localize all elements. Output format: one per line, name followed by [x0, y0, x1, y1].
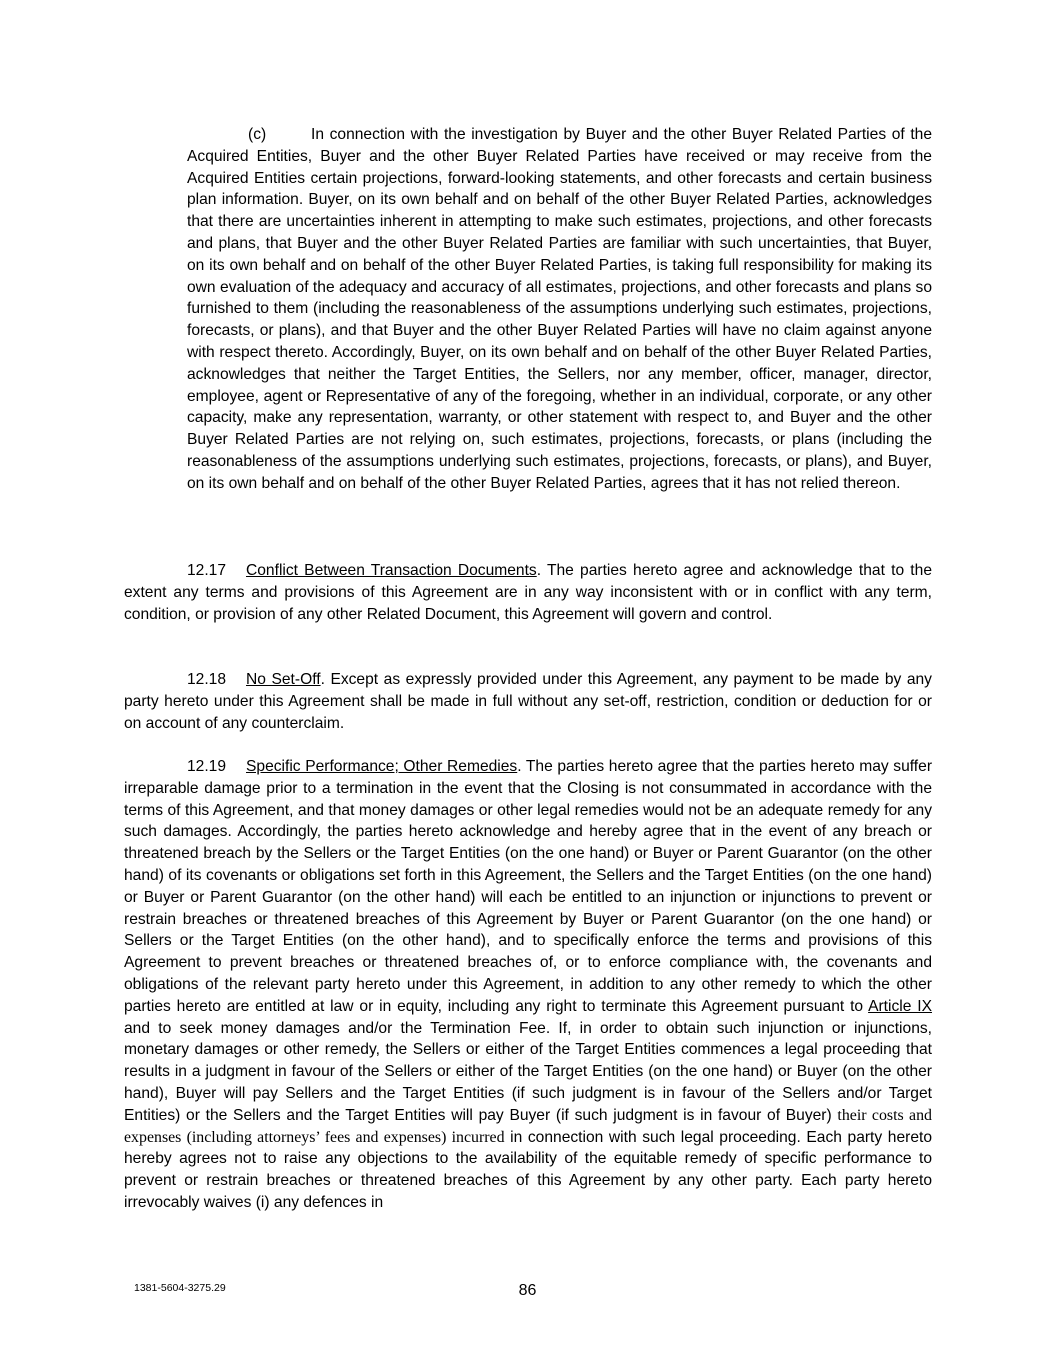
section-12-19-text-part1: . The parties hereto agree that the parties hereto may suffer irreparable damage prior to a termination in the event that the Closing is not consummated in accordance with the terms of this Agreement, and that money damages or other legal remedies would not be an adequate remedy for any such damages. Accordingly, the parties hereto acknowledge and hereby agree that in the event of any breach or threatened breach by the Sellers or the Target Entities (on the one hand) or Buyer or Parent Guarantor (on the other hand) of its covenants or obligations set forth in this Agreement, the Sellers and the Target Entities (on the one hand) or Buyer or Parent Guarantor (on the other hand) will each be entitled to an injunction or injunctions to prevent or restrain breaches or threatened breaches of this Agreement by Buyer or Parent Guarantor (on the one hand) or Sellers or the Target Entities (on the other hand), and to specifically enforce the terms and provisions of this Agreement to prevent breaches or threatened breaches of, or to enforce compliance with, the covenants and obligations of the relevant party hereto under this Agreement, in addition to any other remedy to which the other parties hereto are entitled at law or in equity, including any right to terminate this Agreement pursuant to — [124, 758, 933, 1015]
section-12-19-text-serif: their costs and expenses (including attorneys’ fees and expenses) incurred — [124, 1106, 932, 1146]
footer-document-id: 1381-5604-3275.29 — [134, 1282, 226, 1294]
section-12-18-number: 12.18 — [187, 671, 227, 688]
section-c-text: In connection with the investigation by Buyer and the other Buyer Related Parties of the Acquired Entities, Buyer and the other Buyer Related Parties have received or may receive from the Acquired Entities certain projections, forward-looking statements, and other forecasts and certain business plan information. Buyer, on its own behalf and on behalf of the other Buyer Related Parties, acknowledges that there are uncertainties inherent in attempting to make such estimates, projections, and other forecasts and plans, that Buyer and the other Buyer Related Parties are familiar with such uncertainties, that Buyer, on its own behalf and on behalf of the other Buyer Related Parties, is taking full responsibility for making its own evaluation of the adequacy and accuracy of all estimates, projections, and other forecasts and plans so furnished to them (including the reasonableness of the assumptions underlying such estimates, projections, forecasts, or plans), and that Buyer and the other Buyer Related Parties will have no claim against anyone with respect thereto. Accordingly, Buyer, on its own behalf and on behalf of the other Buyer Related Parties, acknowledges that neither the Target Entities, the Sellers, nor any member, officer, manager, director, employee, agent or Representative of any of the foregoing, whether in an individual, corporate, or any other capacity, make any representation, warranty, or other statement with respect to, and Buyer and the other Buyer Related Parties are not relying on, such estimates, projections, forecasts, or plans (including the reasonableness of the assumptions underlying such estimates, projections, forecasts, or plans), and Buyer, on its own behalf and on behalf of the other Buyer Related Parties, agrees that it has not relied thereon. — [187, 126, 932, 492]
section-12-19-heading: Specific Performance; Other Remedies — [246, 758, 518, 775]
article-ix-cross-reference: Article IX — [868, 997, 932, 1015]
section-12-18-text: . Except as expressly provided under this Agreement, any payment to be made by any party hereto under this Agreement shall be made in full without any set-off, restriction, condition or deduction for or on account of any counterclaim. — [124, 671, 932, 732]
section-12-18-heading: No Set-Off — [246, 671, 321, 688]
section-12-17-heading: Conflict Between Transaction Documents — [246, 562, 537, 579]
section-12-17-text: . The parties hereto agree and acknowledge that to the extent any terms and provisions of this Agreement are in any way inconsistent with or in conflict with any term, condition, or provision of any other Related Document, this Agreement will govern and control. — [124, 562, 932, 623]
section-12-17-number: 12.17 — [187, 562, 227, 579]
page-number: 86 — [518, 1282, 537, 1299]
section-12-19-text-part2: and to seek money damages and/or the Termination Fee. If, in order to obtain such injunction or injunctions, monetary damages or other remedy, the Sellers or either of the Target Entities commences a legal proceeding that results in a judgment in favour of the Sellers or either of the Target Entities (on the one hand) or Buyer (on the other hand), Buyer will pay Sellers and the Target Entities (if such judgment is in favour of the Sellers and/or Target Entities) or the Sellers and the Target Entities will pay Buyer (if such judgment is in favour of Buyer) — [124, 1019, 932, 1124]
section-12-18-paragraph — [124, 669, 932, 734]
section-12-17-paragraph — [124, 560, 932, 625]
section-c-label: (c) — [248, 126, 267, 143]
section-12-19-number: 12.19 — [187, 758, 227, 775]
section-12-19-text-part3: in connection with such legal proceeding. Each party hereto hereby agrees not to raise any objections to the availability of the equitable remedy of specific performance to prevent or restrain breaches or threatened breaches of this Agreement by any other party. Each party hereto irrevocably waives (i) any defences in — [124, 1128, 932, 1211]
section-12-19-paragraph — [124, 756, 932, 1214]
section-c-paragraph — [187, 124, 932, 495]
